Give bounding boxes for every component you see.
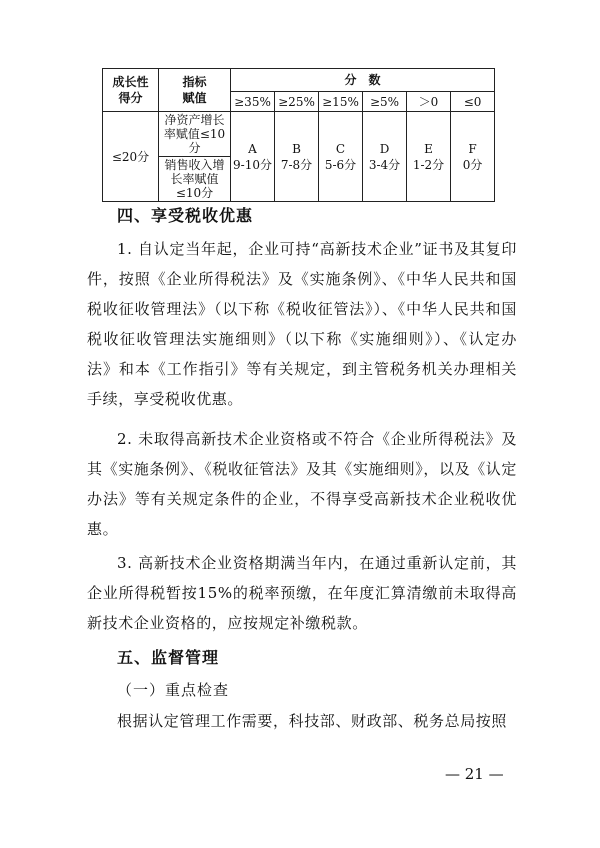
grade-letter: C [335,141,346,156]
grade-points: 0分 [462,157,483,172]
indicator-value-header: 指标 赋值 [159,69,231,112]
growth-score-header: 成长性 得分 [103,69,159,112]
section-4-paragraph-1: 1. 自认定当年起，企业可持“高新技术企业”证书及其复印件，按照《企业所得税法》及《实施条例》、《中华人民共和国税收征收管理法》（以下称《税收征管法》）、《中华人民共和国税收征收管理法实施细则》（以下称《实施细则》）、《认定办法》和本《工作指引》等有关规定，到主管税务机关办理相关手续，享受税收优惠。 [87,240,517,408]
range-cell: ≥5% [363,92,407,112]
grade-points: 7-8分 [280,157,313,172]
grade-cell [451,112,495,202]
range-cell: ≥35% [231,92,275,112]
grade-points: 5-6分 [324,157,357,172]
grade-letter: D [379,141,390,156]
net-asset-growth-indicator: 净资产增长率赋值≤10分 [159,112,231,157]
grade-cell [231,112,275,202]
section-5-title: 五、监督管理 [117,648,220,667]
grade-cell [275,112,319,202]
grade-points: 9-10分 [233,157,272,172]
grade-cell [319,112,363,202]
grade-points: 1-2分 [412,157,445,172]
subsection-key-inspection: （一）重点检查 [117,681,230,699]
section-4-title: 四、享受税收优惠 [117,206,254,225]
score-header: 分 数 [231,69,495,92]
sales-growth-indicator: 销售收入增长率赋值≤10分 [159,157,231,202]
growth-score-table [102,68,495,202]
grade-cell [407,112,451,202]
grade-letter: B [292,141,301,156]
section-5-paragraph-1: 根据认定管理工作需要，科技部、财政部、税务总局按照 [117,712,508,730]
page-number: — 21 — [445,765,504,783]
grade-cell [363,112,407,202]
range-cell: ≥15% [319,92,363,112]
grade-points: 3-4分 [368,157,401,172]
section-4-paragraph-3: 3. 高新技术企业资格期满当年内，在通过重新认定前，其企业所得税暂按15%的税率预缴，在年度汇算清缴前未取得高新技术企业资格的，应按规定补缴税款。 [87,554,517,632]
grade-letter: E [424,141,433,156]
range-cell: ≤0 [451,92,495,112]
grade-letter: A [248,141,257,156]
range-cell: ≥25% [275,92,319,112]
range-cell: ＞0 [407,92,451,112]
grade-letter: F [468,141,477,156]
row-label: ≤20分 [103,112,159,202]
section-4-paragraph-2: 2. 未取得高新技术企业资格或不符合《企业所得税法》及其《实施条例》、《税收征管法》及其《实施细则》，以及《认定办法》等有关规定条件的企业，不得享受高新技术企业税收优惠。 [87,430,517,538]
